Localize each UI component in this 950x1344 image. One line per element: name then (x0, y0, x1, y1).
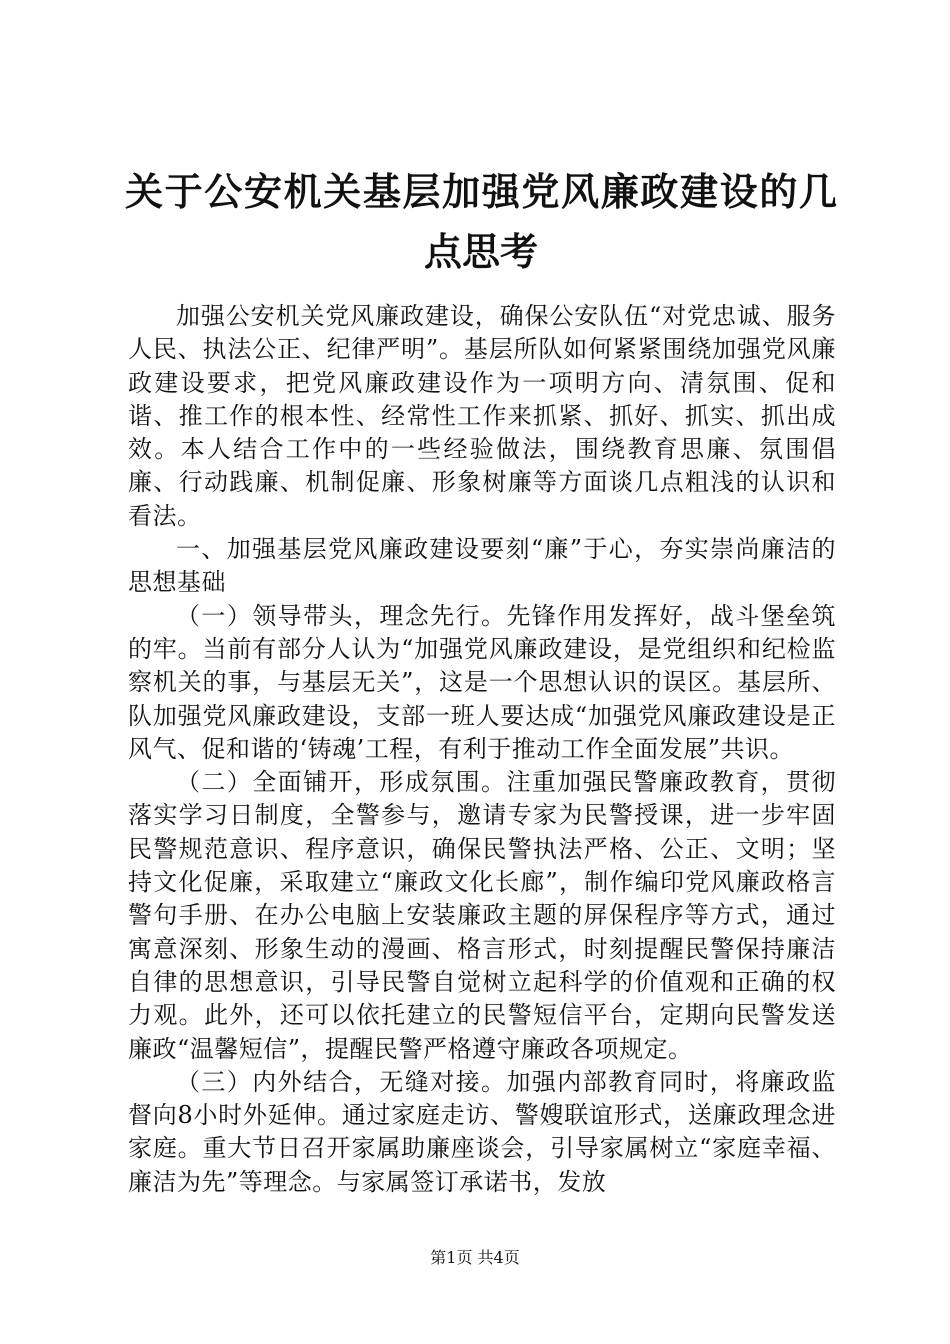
document-title: 关于公安机关基层加强党风廉政建设的几点思考 (125, 169, 837, 274)
intro-paragraph: 加强公安机关党风廉政建设，确保公安队伍“对党忠诚、服务人民、执法公正、纪律严明”。基层所队如何紧紧围绕加强党风廉政建设要求，把党风廉政建设作为一项明方向、清氛围、促和谐、推工作的根本性、经常性工作来抓紧、抓好、抓实、抓出成效。本人结合工作中的一些经验做法，围绕教育思廉、氛围倡廉、行动践廉、机制促廉、形象树廉等方面谈几点粗浅的认识和看法。 (128, 302, 836, 530)
subsection-paragraph-1: （一）领导带头，理念先行。先锋作用发挥好，战斗堡垒筑的牢。当前有部分人认为“加强党风廉政建设，是党组织和纪检监察机关的事，与基层无关”，这是一个思想认识的误区。基层所、队加强党风廉政建设，支部一班人要达成“加强党风廉政建设是正风气、促和谐的‘铸魂’工程，有利于推动工作全面发展”共识。 (128, 601, 836, 763)
subsection-paragraph-3: （三）内外结合，无缝对接。加强内部教育同时，将廉政监督向8小时外延伸。通过家庭走访、警嫂联谊形式，送廉政理念进家庭。重大节日召开家属助廉座谈会，引导家属树立“家庭幸福、廉洁为先”等理念。与家属签订承诺书，发放 (128, 1067, 836, 1196)
document-body (128, 300, 836, 1199)
section-heading: 一、加强基层党风廉政建设要刻“廉”于心，夯实崇尚廉洁的思想基础 (128, 535, 836, 597)
subsection-paragraph-2: （二）全面铺开，形成氛围。注重加强民警廉政教育，贯彻落实学习日制度，全警参与，邀请专家为民警授课，进一步牢固民警规范意识、程序意识，确保民警执法严格、公正、文明；坚持文化促廉，采取建立“廉政文化长廊”，制作编印党风廉政格言警句手册、在办公电脑上安装廉政主题的屏保程序等方式，通过寓意深刻、形象生动的漫画、格言形式，时刻提醒民警保持廉洁自律的思想意识，引导民警自觉树立起科学的价值观和正确的权力观。此外，还可以依托建立的民警短信平台，定期向民警发送廉政“温馨短信”，提醒民警严格遵守廉政各项规定。 (128, 768, 836, 1063)
page-number-footer: 第1页 共4页 (430, 1248, 520, 1267)
